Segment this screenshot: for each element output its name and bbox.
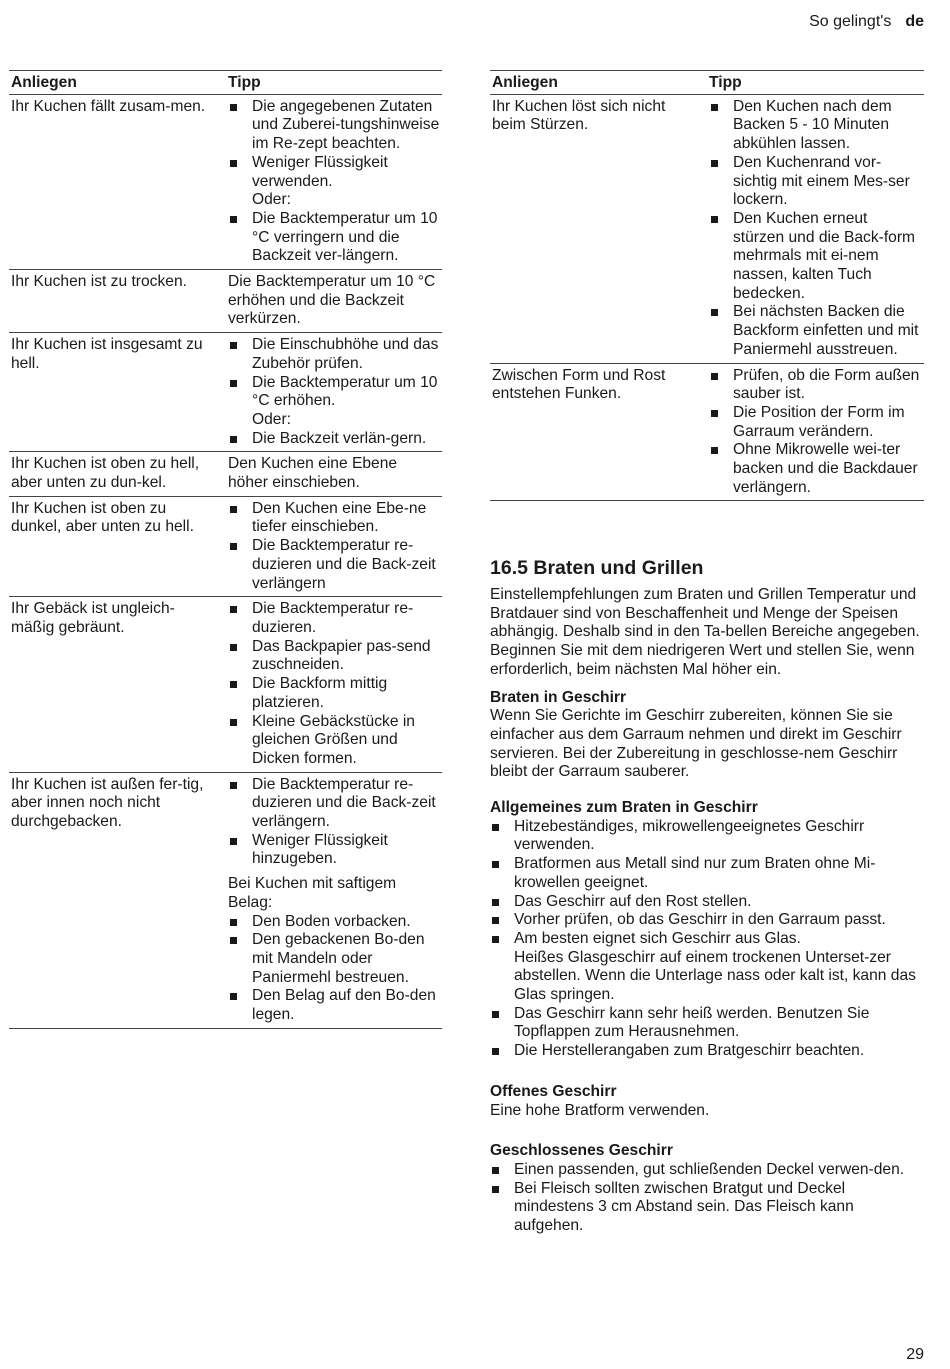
list-item: Einen passenden, gut schließenden Deckel verwen-den.: [490, 1161, 926, 1180]
tip-item: Die Backform mittig platzieren.: [228, 675, 440, 712]
tip-cell: [226, 597, 442, 772]
tip-text: Die Backtemperatur um 10 °C erhöhen und die Backzeit verkürzen.: [228, 273, 436, 328]
list-allgemeines: [490, 818, 926, 1061]
page-header: [809, 12, 924, 32]
paragraph-braten-in-geschirr: Wenn Sie Gerichte im Geschirr zubereiten, können Sie sie einfacher aus dem Garraum nehmen und direkt im Geschirr servieren. Bei der Zubereitung in geschlosse-nem Geschirr bleibt der Garraum sauberer.: [490, 707, 902, 781]
tip-cell: [226, 496, 442, 597]
subheading-braten-in-geschirr: Braten in Geschirr: [490, 688, 627, 706]
tip-item: Die Backtemperatur re-duzieren.: [228, 600, 440, 637]
tip-item: Die Einschubhöhe und das Zubehör prüfen.: [228, 336, 440, 373]
tip-cell: [226, 333, 442, 452]
list-item: Die Herstellerangaben zum Bratgeschirr beachten.: [490, 1042, 926, 1061]
table-row: [9, 333, 442, 452]
tip-item: Bei nächsten Backen die Backform einfetten und mit Paniermehl ausstreuen.: [709, 303, 922, 359]
column-header-tip: Tipp: [707, 71, 924, 95]
list-item: Vorher prüfen, ob das Geschirr in den Garraum passt.: [490, 911, 926, 930]
table-row: [9, 94, 442, 269]
tip-item: Die Backzeit verlän-gern.: [228, 430, 440, 449]
table-row: [490, 363, 924, 501]
issue-cell: Zwischen Form und Rost entstehen Funken.: [490, 363, 707, 501]
tip-item: Das Backpapier pas-send zuschneiden.: [228, 638, 440, 675]
page-number: 29: [906, 1346, 924, 1363]
paragraph-offenes-geschirr: Eine hohe Bratform verwenden.: [490, 1101, 710, 1119]
tip-cell: [226, 94, 442, 269]
section-braten-grillen: [490, 556, 926, 1236]
tip-item: Kleine Gebäckstücke in gleichen Größen und Dicken formen.: [228, 713, 440, 769]
section-intro: Einstellempfehlungen zum Braten und Grillen Temperatur und Bratdauer sind von Beschaffenheit und Menge der Speisen abhängig. Deshalb sind in den Ta-bellen Bereiche angegeben. Beginnen Sie mit dem niedrigeren Wert und stellen Sie, wenn erforderlich, beim nächsten Mal höher ein.: [490, 586, 920, 678]
tip-item: Weniger Flüssigkeit hinzugeben.: [228, 832, 440, 869]
tip-item: Die angegebenen Zutaten und Zuberei-tungshinweise im Re-zept beachten.: [228, 98, 440, 154]
tip-cell: [707, 363, 924, 501]
tip-item: Weniger Flüssigkeit verwenden.: [228, 154, 440, 191]
tip-item: Den Boden vorbacken.: [228, 913, 440, 932]
subheading-geschlossenes-geschirr: Geschlossenes Geschirr: [490, 1142, 673, 1160]
column-header-tip: Tipp: [226, 71, 442, 95]
tip-item: Die Backtemperatur um 10 °C verringern und die Backzeit ver-längern.: [228, 210, 440, 266]
subheading-offenes-geschirr: Offenes Geschirr: [490, 1082, 617, 1100]
table-row: [9, 597, 442, 772]
tip-item: Prüfen, ob die Form außen sauber ist.: [709, 367, 922, 404]
column-header-issue: Anliegen: [9, 71, 226, 95]
tip-item: Den Kuchen erneut stürzen und die Back-form mehrmals mit ei-nem nassen, kalten Tuch bedecken.: [709, 210, 922, 304]
list-item: Bei Fleisch sollten zwischen Bratgut und Deckel mindestens 3 cm Abstand sein. Das Fleisch kann aufgehen.: [490, 1180, 926, 1236]
tip-item: Den gebackenen Bo-den mit Mandeln oder Paniermehl bestreuen.: [228, 931, 440, 987]
table-row: [9, 772, 442, 1028]
list-item: [490, 930, 926, 1005]
list-item-text: Am besten eignet sich Geschirr aus Glas.: [514, 929, 801, 947]
issue-cell: Ihr Kuchen ist außen fer-tig, aber innen noch nicht durchgebacken.: [9, 772, 226, 1028]
column-header-issue: Anliegen: [490, 71, 707, 95]
issue-cell: Ihr Kuchen ist zu trocken.: [9, 270, 226, 333]
subheading-allgemeines: Allgemeines zum Braten in Geschirr: [490, 799, 758, 817]
issue-cell: Ihr Kuchen ist oben zu hell, aber unten zu dun-kel.: [9, 452, 226, 496]
tip-item: Den Belag auf den Bo-den legen.: [228, 987, 440, 1024]
table-row: [490, 94, 924, 363]
tip-cell: [226, 452, 442, 496]
tip-cell: [226, 270, 442, 333]
list-item: Hitzebeständiges, mikrowellengeeignetes Geschirr verwenden.: [490, 818, 926, 855]
issue-cell: Ihr Kuchen ist oben zu dunkel, aber unten zu hell.: [9, 496, 226, 597]
tip-item: Die Backtemperatur re-duzieren und die Back-zeit verlängern: [228, 537, 440, 593]
table-header-row: [490, 71, 924, 95]
tip-item: Die Backtemperatur re-duzieren und die Back-zeit verlängern.: [228, 776, 440, 832]
tip-cell: [707, 94, 924, 363]
issue-cell: Ihr Kuchen ist insgesamt zu hell.: [9, 333, 226, 452]
table-row: [9, 496, 442, 597]
tip-item: Den Kuchen nach dem Backen 5 - 10 Minuten abkühlen lassen.: [709, 98, 922, 154]
glass-note: Heißes Glasgeschirr auf einem trockenen Unterset-zer abstellen. Wenn die Unterlage nass oder kalt ist, kann das Glas springen.: [514, 948, 916, 1004]
header-language: de: [905, 13, 924, 30]
table-row: [9, 452, 442, 496]
list-geschlossenes: [490, 1161, 926, 1236]
troubleshooting-table-left: [9, 70, 442, 1029]
list-item: Das Geschirr auf den Rost stellen.: [490, 893, 926, 912]
tip-item: Den Kuchenrand vor-sichtig mit einem Mes-ser lockern.: [709, 154, 922, 210]
table-header-row: [9, 71, 442, 95]
tip-item: Die Position der Form im Garraum verändern.: [709, 404, 922, 441]
tip-subheading: Bei Kuchen mit saftigem Belag:: [228, 875, 397, 911]
section-title: 16.5 Braten und Grillen: [490, 557, 704, 579]
tip-item: Ohne Mikrowelle wei-ter backen und die Backdauer verlängern.: [709, 441, 922, 497]
tip-item: Die Backtemperatur um 10 °C erhöhen.: [228, 374, 440, 411]
table-row: [9, 270, 442, 333]
issue-cell: Ihr Gebäck ist ungleich-mäßig gebräunt.: [9, 597, 226, 772]
issue-cell: Ihr Kuchen fällt zusam-men.: [9, 94, 226, 269]
list-item: Das Geschirr kann sehr heiß werden. Benutzen Sie Topflappen zum Herausnehmen.: [490, 1005, 926, 1042]
tip-text: Den Kuchen eine Ebene höher einschieben.: [228, 455, 398, 492]
header-section: So gelingt's: [809, 13, 892, 30]
tip-cell: [226, 772, 442, 1028]
tip-item: Den Kuchen eine Ebe-ne tiefer einschieben.: [228, 500, 440, 537]
or-label: Oder:: [252, 410, 291, 428]
or-label: Oder:: [252, 191, 291, 209]
list-item: Bratformen aus Metall sind nur zum Braten ohne Mi-krowellen geeignet.: [490, 855, 926, 892]
troubleshooting-table-right: [490, 70, 924, 501]
issue-cell: Ihr Kuchen löst sich nicht beim Stürzen.: [490, 94, 707, 363]
